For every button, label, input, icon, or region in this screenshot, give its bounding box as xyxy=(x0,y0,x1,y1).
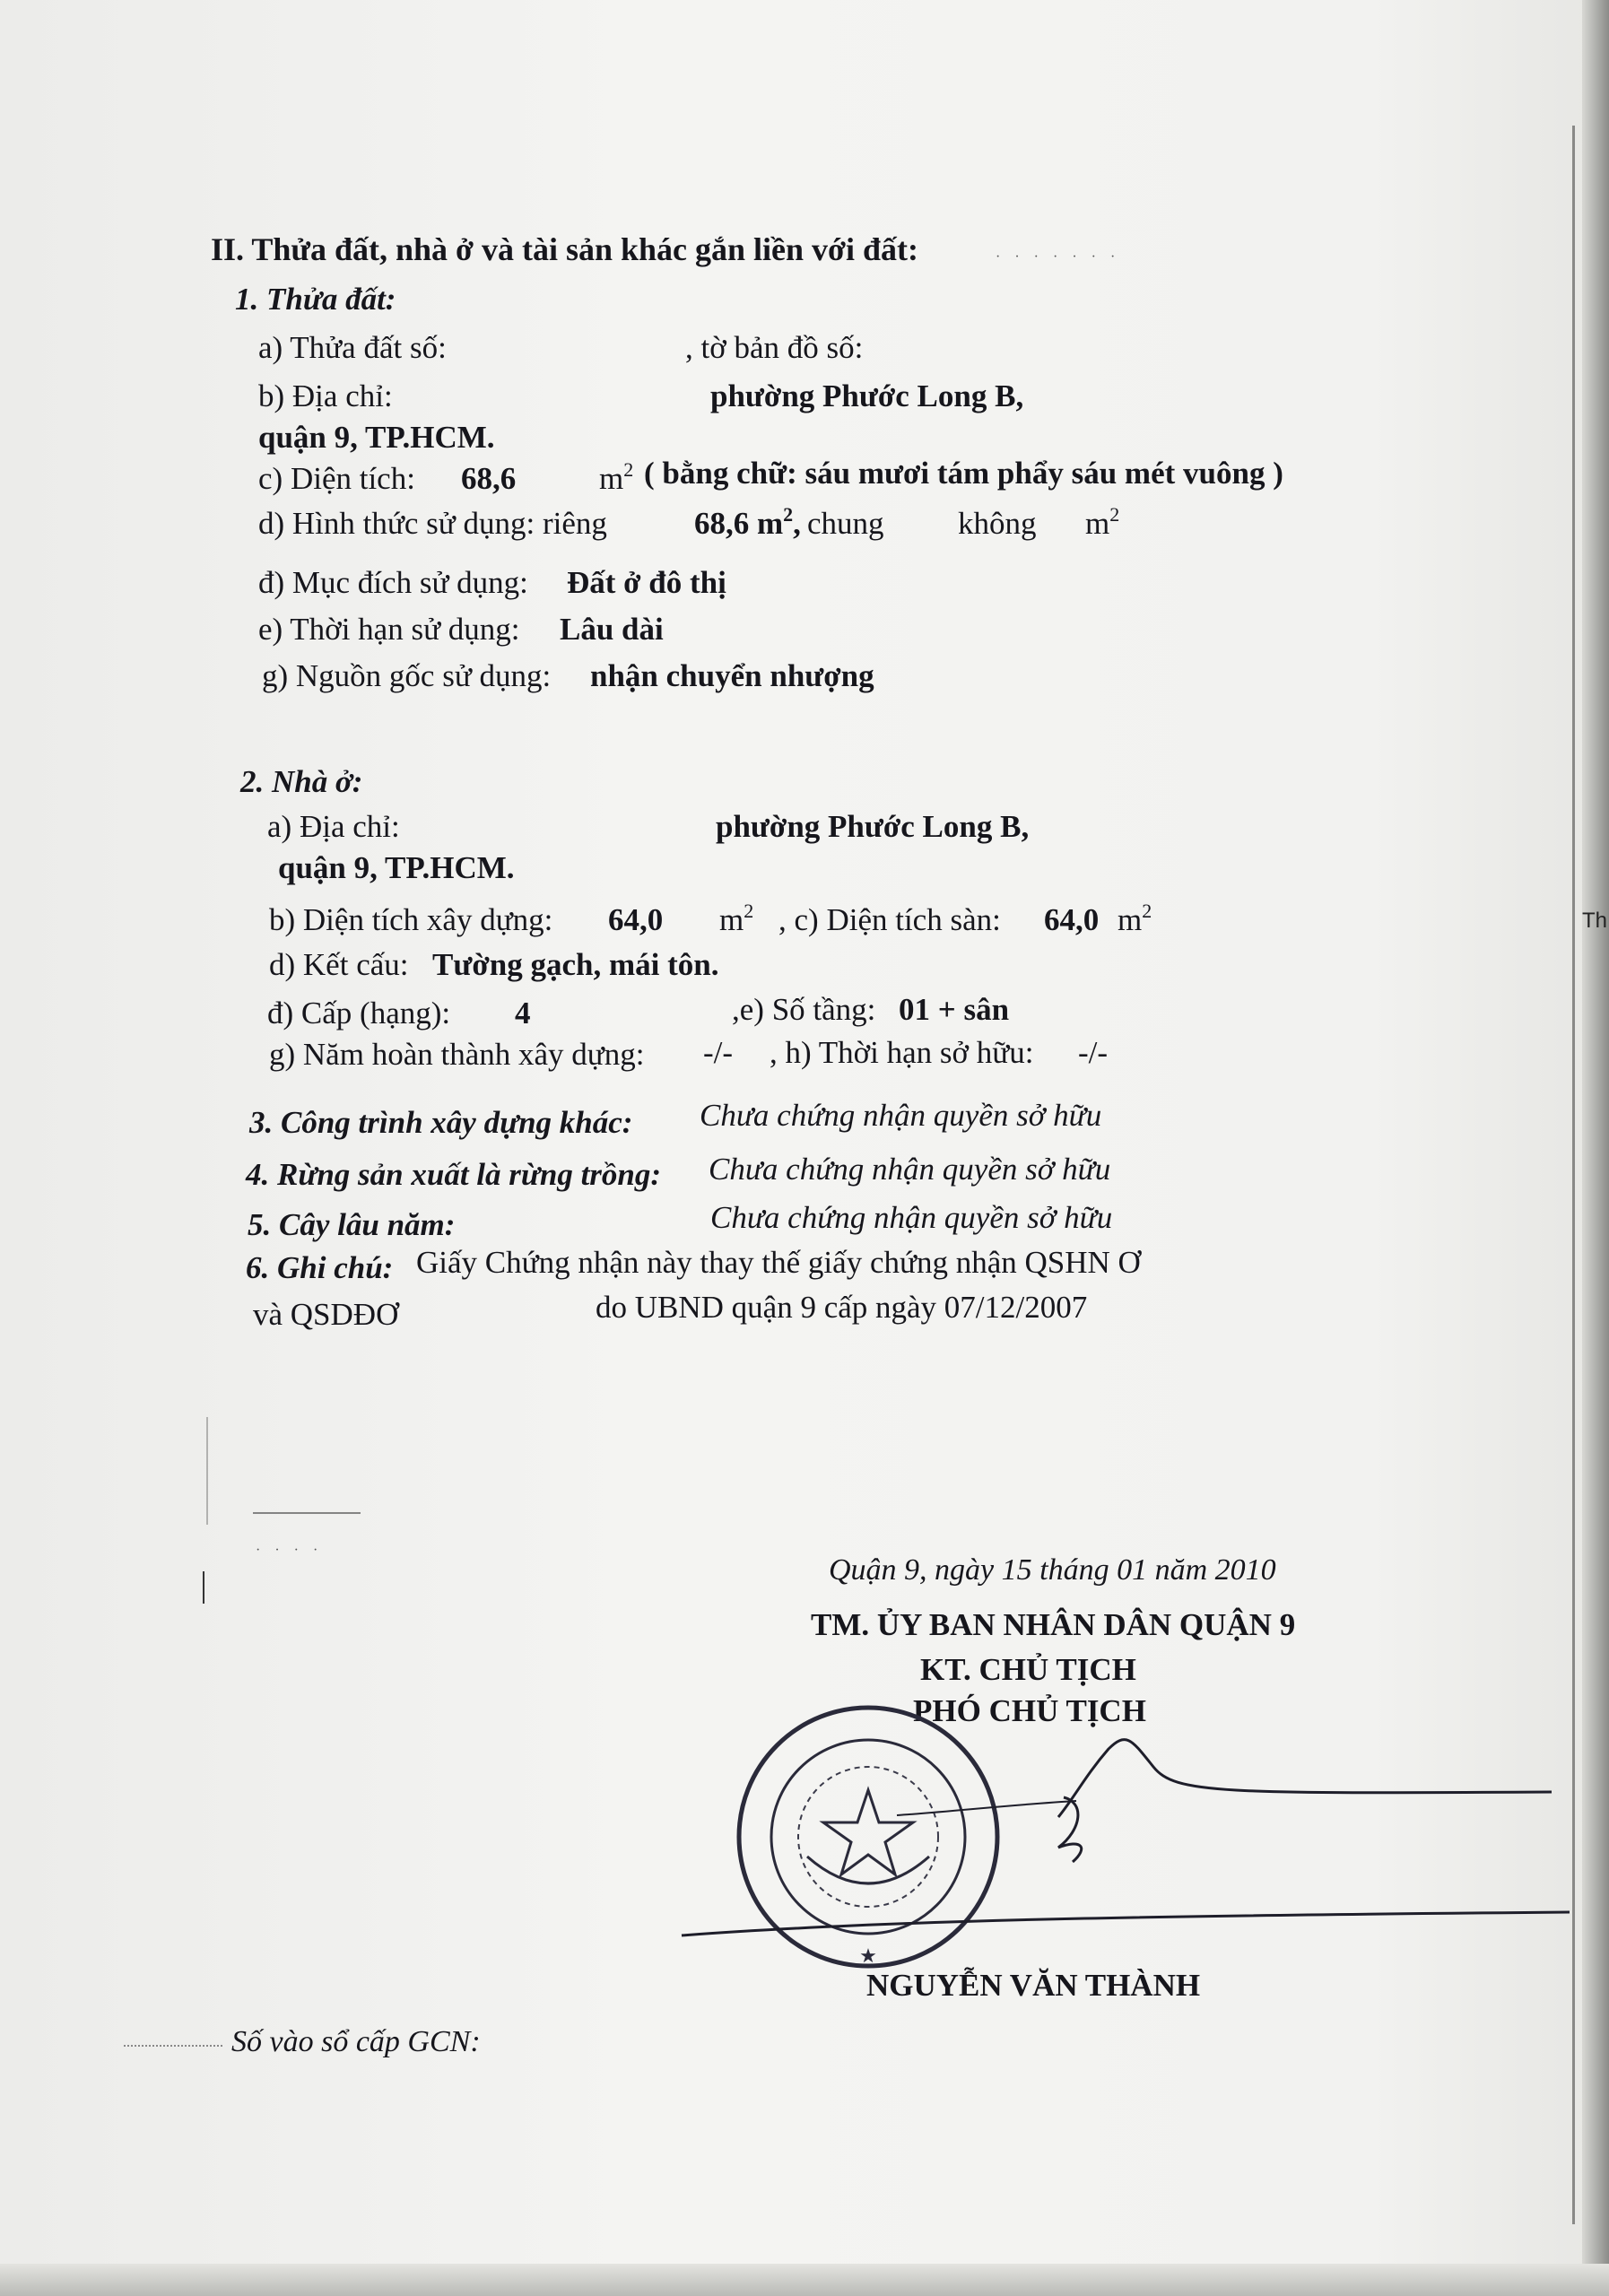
build-area-unit: $m^2$ xyxy=(719,900,754,937)
house-heading: 2. Nhà ở: xyxy=(240,764,363,799)
note-label: 6. Ghi chú: xyxy=(246,1250,394,1285)
item3-value: Chưa chứng nhận quyền sở hữu xyxy=(700,1098,1102,1133)
build-area-value: 64,0 xyxy=(608,902,664,937)
floor-area-label: , c) Diện tích sàn: xyxy=(778,902,1001,937)
note-line2a: và QSDĐƠ xyxy=(253,1297,399,1332)
grade-label: đ) Cấp (hạng): xyxy=(267,996,451,1031)
use-shared-unit: $m^2$ xyxy=(1085,503,1120,541)
floor-area-unit: $m^2$ xyxy=(1118,900,1152,937)
structure-value: Tường gạch, mái tôn. xyxy=(432,947,719,982)
land-area-words: ( bằng chữ: sáu mươi tám phẩy sáu mét vuông ) xyxy=(644,456,1283,491)
signature-org: TM. ỦY BAN NHÂN DÂN QUẬN 9 xyxy=(811,1607,1296,1642)
land-heading: 1. Thửa đất: xyxy=(235,282,396,317)
house-address-district: quận 9, TP.HCM. xyxy=(278,850,515,885)
land-address-label: b) Địa chỉ: xyxy=(258,378,393,413)
item4-label: 4. Rừng sản xuất là rừng trồng: xyxy=(246,1157,662,1192)
structure-label: d) Kết cấu: xyxy=(269,947,409,982)
use-shared-label: chung xyxy=(807,506,884,541)
edge-fragment: Th xyxy=(1582,909,1608,933)
floors-value: 01 + sân xyxy=(899,992,1010,1027)
scan-noise: · · · · · · · xyxy=(996,249,1121,265)
handwritten-signature xyxy=(682,1740,1570,1935)
term-label: e) Thời hạn sử dụng: xyxy=(258,612,520,647)
section-title: II. Thửa đất, nhà ở và tài sản khác gắn liền với đất: xyxy=(211,231,918,267)
seal-star: ★ xyxy=(859,1944,877,1967)
use-shared-value: không xyxy=(958,506,1037,541)
note-line2b: do UBND quận 9 cấp ngày 07/12/2007 xyxy=(596,1290,1088,1325)
origin-label: g) Nguồn gốc sử dụng: xyxy=(262,658,552,693)
origin-value: nhận chuyển nhượng xyxy=(590,658,874,693)
land-area-value: 68,6 xyxy=(461,461,517,496)
note-line1: Giấy Chứng nhận này thay thế giấy chứng nhận QSHN Ơ xyxy=(416,1245,1141,1280)
ownership-label: , h) Thời hạn sở hữu: xyxy=(770,1035,1034,1070)
item4-value: Chưa chứng nhận quyền sở hữu xyxy=(709,1152,1111,1187)
land-area-label: c) Diện tích: xyxy=(258,461,415,496)
grade-value: 4 xyxy=(515,996,531,1031)
dotted-line xyxy=(124,2045,222,2047)
map-sheet-label: , tờ bản đồ số: xyxy=(685,330,864,365)
use-form-label: d) Hình thức sử dụng: riêng xyxy=(258,506,607,541)
signature-date: Quận 9, ngày 15 tháng 01 năm 2010 xyxy=(829,1553,1276,1587)
completion-label: g) Năm hoàn thành xây dựng: xyxy=(269,1037,645,1072)
signature-kt: KT. CHỦ TỊCH xyxy=(920,1652,1136,1687)
item5-value: Chưa chứng nhận quyền sở hữu xyxy=(710,1200,1113,1235)
scan-noise: · · · · xyxy=(256,1543,324,1558)
build-area-label: b) Diện tích xây dựng: xyxy=(269,902,553,937)
completion-value: -/- xyxy=(703,1035,734,1070)
signer-name: NGUYỄN VĂN THÀNH xyxy=(866,1968,1201,2003)
purpose-value: Đất ở đô thị xyxy=(567,565,726,600)
floors-label: ,e) Số tầng: xyxy=(732,992,876,1027)
signature-title: PHÓ CHỦ TỊCH xyxy=(913,1693,1146,1728)
house-address-label: a) Địa chỉ: xyxy=(267,809,400,844)
parcel-label: a) Thửa đất số: xyxy=(258,330,447,365)
land-address-district: quận 9, TP.HCM. xyxy=(258,420,495,455)
register-label: Số vào sổ cấp GCN: xyxy=(231,2025,481,2058)
ownership-value: -/- xyxy=(1078,1035,1109,1070)
land-address-ward: phường Phước Long B, xyxy=(710,378,1024,413)
term-value: Lâu dài xyxy=(560,612,664,647)
purpose-label: đ) Mục đích sử dụng: xyxy=(258,565,528,600)
floor-area-value: 64,0 xyxy=(1044,902,1100,937)
house-address-ward: phường Phước Long B, xyxy=(716,809,1030,844)
item5-label: 5. Cây lâu năm: xyxy=(248,1207,456,1242)
land-area-unit: $m^2$ xyxy=(599,458,634,496)
item3-label: 3. Công trình xây dựng khác: xyxy=(249,1105,633,1140)
use-private-value: 68,6 $m^2$, xyxy=(694,503,801,541)
